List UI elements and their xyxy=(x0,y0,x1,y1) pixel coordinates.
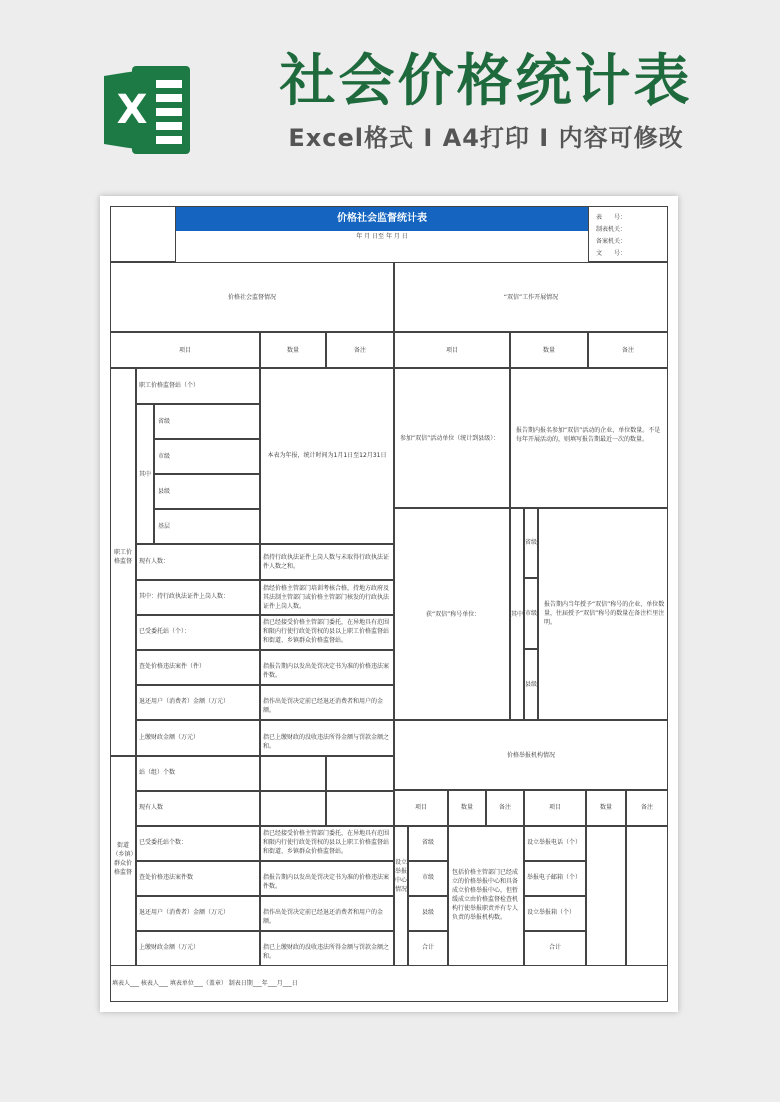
col-header-qty: 数量 xyxy=(460,804,473,811)
form-date-line: 年 月 日至 年 月 日 xyxy=(356,233,408,240)
complaint-center-cell xyxy=(394,826,408,966)
level-label: 省级 xyxy=(524,539,537,546)
complaint-level: 省级 xyxy=(421,839,434,846)
row-note: 指已上缴财政的没收违法所得金额与罚款金额之和。 xyxy=(263,734,390,750)
meta-line: 备案机关： xyxy=(596,238,627,245)
level-label: 市级 xyxy=(158,453,171,460)
section-right-title: “双信”工作开展情况 xyxy=(503,294,559,301)
section-left-title: 价格社会监督情况 xyxy=(227,294,276,301)
row-label: 现有人数： xyxy=(139,558,170,565)
page-subtitle: Excel格式 I A4打印 I 内容可修改 xyxy=(288,124,684,152)
complaint-section-title: 价格举报机构情况 xyxy=(506,752,555,759)
form-sheet xyxy=(100,196,678,1012)
col-header-note: 备注 xyxy=(353,347,366,354)
form-title: 价格社会监督统计表 xyxy=(176,207,588,231)
row-label: 已受委托站个数： xyxy=(139,839,188,846)
complaint-note: 包括价格主管部门已经成立的价格举报中心和具备成立价格举报中心，但暂缓成立由价格监督检查机构行使举报职责并有专人负责的举报机构数。 xyxy=(452,869,519,921)
meta-line: 制表机关： xyxy=(596,226,627,233)
qizhong-label: 其中 xyxy=(138,471,151,478)
row-note: 指持行政执法证件上岗人数与未取得行政执法证件人数之和。 xyxy=(263,554,390,570)
level-label: 省级 xyxy=(158,418,171,425)
excel-logo-icon xyxy=(104,62,192,158)
col-header-item: 项目 xyxy=(178,347,191,354)
shuangxin-units-label: 参加“双信”活动单位（统计到县级）： xyxy=(400,435,500,442)
row-label: 查处价格违法案件（件） xyxy=(139,663,206,670)
complaint-level: 市级 xyxy=(421,874,434,881)
level-label: 市级 xyxy=(524,610,537,617)
level-label: 县级 xyxy=(158,488,171,495)
complaint-item: 设立举报箱（个） xyxy=(527,909,576,916)
col-header-item: 项目 xyxy=(414,804,427,811)
value-cell xyxy=(326,756,394,791)
row-note: 指作出处罚决定前已经退还消费者和用户的金额。 xyxy=(263,909,384,925)
qizhong-label: 其中 xyxy=(510,611,523,618)
complaint-level: 县级 xyxy=(421,909,434,916)
col-header-qty: 数量 xyxy=(599,804,612,811)
row-note: 指已经接受价格主管部门委托，在异地具有范围和限内行使行政处罚权的县以上职工价格监督站和街道、乡镇群众价格监督站。 xyxy=(263,619,390,644)
stations-title: 职工价格监督站（个） xyxy=(139,382,200,389)
logo-letter: X xyxy=(116,87,148,133)
level-label: 基层 xyxy=(158,523,171,530)
row-note: 指已上缴财政的没收违法所得金额与罚款金额之和。 xyxy=(263,944,390,960)
meta-line: 表 号： xyxy=(596,214,627,221)
col-header-note: 备注 xyxy=(498,804,511,811)
complaint-center-label: 设立举报中心情况 xyxy=(395,859,408,893)
complaint-item: 设立举报电话（个） xyxy=(527,839,582,846)
row-label: 上缴财政金额（万元） xyxy=(139,944,200,951)
col-header-item: 项目 xyxy=(445,347,458,354)
row-label: 已受委托站（个）： xyxy=(139,628,191,635)
shuangxin-titles-note: 报告期内当年授予“双信”称号的企业、单位数量，往届授予“双信”称号的数量在备注栏里注明。 xyxy=(544,601,665,626)
report-note: 本表为年报，统计时间为1月1日至12月31日 xyxy=(267,452,387,459)
col-header-item: 项目 xyxy=(548,804,561,811)
row-label: 退还用户（消费者）金额（万元） xyxy=(139,909,230,916)
row-note: 指已经接受价格主管部门委托，在异地具有范围和限内行使行政处罚权的县以上职工价格监督站和街道、乡镇群众价格监督站。 xyxy=(263,830,390,855)
value-cell xyxy=(260,756,326,791)
row-label: 其中：持行政执法证件上岗人数： xyxy=(139,593,230,600)
group2-label: 街道（乡镇）群众价格监督 xyxy=(112,842,134,876)
row-note: 指报告期内以发出处罚决定书为准的价格违法案件数。 xyxy=(263,874,390,890)
complaint-item: 合计 xyxy=(548,944,561,951)
top-left-cell xyxy=(110,206,176,262)
page-title: 社会价格统计表 xyxy=(279,49,693,114)
level-label: 县级 xyxy=(524,681,537,688)
value-cell xyxy=(586,826,626,966)
row-label: 现有人数 xyxy=(139,804,164,811)
col-header-qty: 数量 xyxy=(542,347,555,354)
street-count-label: 站（组）个数 xyxy=(139,769,176,776)
complaint-item: 举报电子邮箱（个） xyxy=(527,874,582,881)
form-footer: 填表人___ 核表人___ 填表单位___（盖章） 制表日期___年___月___日 xyxy=(112,980,298,987)
shuangxin-units-note: 报告期内报名参加“双信”活动的企业、单位数量。不是每年开展活动的，则填写报告期最近一次的数量。 xyxy=(516,427,661,443)
value-cell xyxy=(326,791,394,826)
col-header-note: 备注 xyxy=(640,804,653,811)
row-label: 退还用户（消费者）金额（万元） xyxy=(139,698,230,705)
col-header-qty: 数量 xyxy=(286,347,299,354)
value-cell xyxy=(626,826,668,966)
col-header-note: 备注 xyxy=(621,347,634,354)
row-label: 上缴财政金额（万元） xyxy=(139,734,200,741)
group1-label: 职工价格监督 xyxy=(113,549,132,565)
shuangxin-titles-label: 获“双信”称号单位： xyxy=(426,611,481,618)
row-label: 查处价格违法案件数 xyxy=(139,874,194,881)
meta-line: 文 号： xyxy=(596,250,627,257)
row-note: 指作出处罚决定前已经退还消费者和用户的金额。 xyxy=(263,698,384,714)
row-note: 指经价格主管部门培训考核合格，持地方政府及其法制主管部门或价格主管部门核发的行政执法证件上岗人数。 xyxy=(263,585,390,610)
complaint-level: 合计 xyxy=(421,944,434,951)
row-note: 指报告期内以发出处罚决定书为准的价格违法案件数。 xyxy=(263,663,390,679)
value-cell xyxy=(260,791,326,826)
